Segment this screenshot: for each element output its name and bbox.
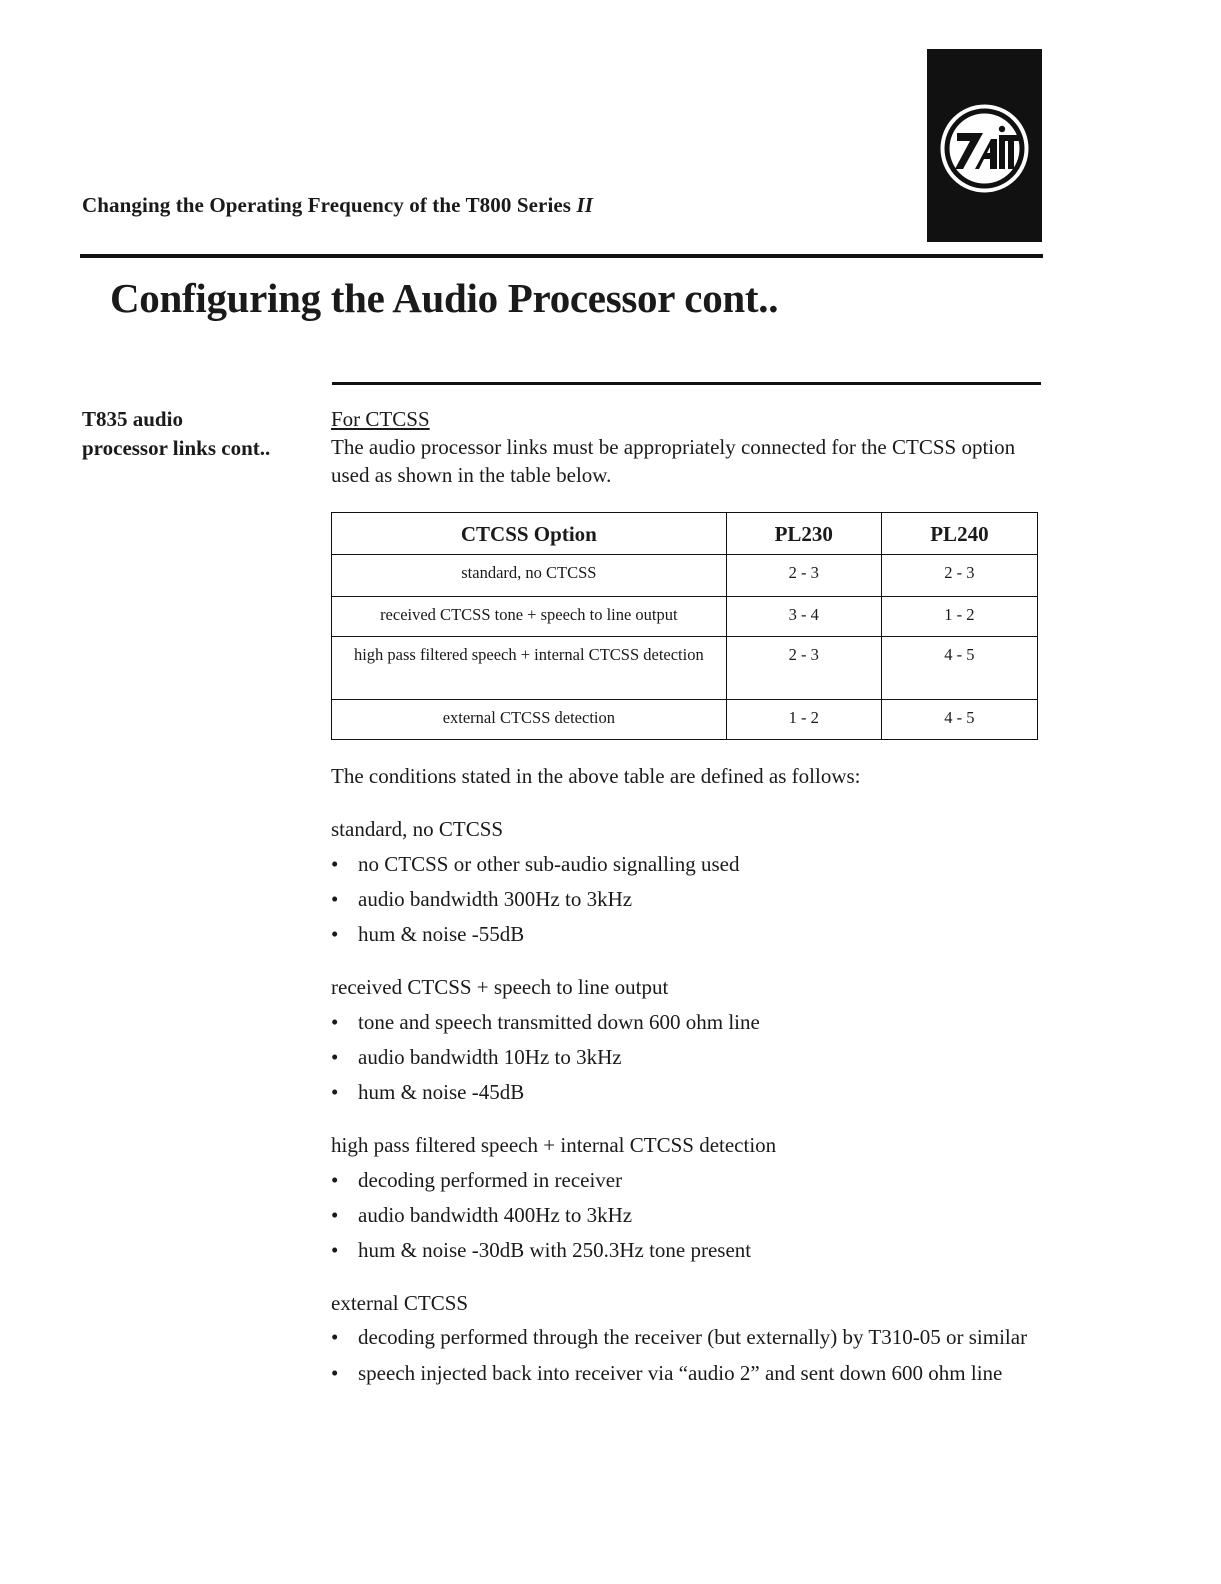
bullet-icon: • [331, 1203, 339, 1227]
bullet-icon: • [331, 922, 339, 946]
bullet-icon: • [331, 852, 339, 876]
list-item-text: decoding performed in receiver [358, 1168, 623, 1192]
bullet-icon: • [331, 1168, 339, 1192]
list-item-text: audio bandwidth 10Hz to 3kHz [358, 1045, 622, 1069]
conditions-intro: The conditions stated in the above table are defined as follows: [331, 764, 861, 788]
table-cell-pl240: 1 - 2 [881, 597, 1037, 637]
running-header [82, 193, 593, 218]
list-item-text: no CTCSS or other sub-audio signalling used [358, 852, 740, 876]
list-item-text: hum & noise -45dB [358, 1080, 525, 1104]
list-item [331, 850, 1043, 878]
list-item [331, 1166, 1043, 1194]
running-header-text: Changing the Operating Frequency of the T800 Series [82, 193, 572, 217]
condition-title: received CTCSS + speech to line output [331, 975, 669, 999]
condition-title: high pass filtered speech + internal CTCSS detection [331, 1133, 777, 1157]
table-header-ctcss-option: CTCSS Option [332, 513, 727, 555]
main-content [331, 405, 1043, 1396]
table-header-pl240: PL240 [881, 513, 1037, 555]
table-cell-option: external CTCSS detection [332, 700, 727, 740]
condition-title: external CTCSS [331, 1291, 469, 1315]
table-header-row [332, 513, 1038, 555]
table-cell-pl240: 2 - 3 [881, 555, 1037, 597]
page-title: Configuring the Audio Processor cont.. [110, 275, 779, 321]
audio-links-table [331, 512, 1038, 740]
list-item-text: audio bandwidth 300Hz to 3kHz [358, 887, 633, 911]
condition-high-pass-filtered [331, 1131, 1043, 1264]
list-item [331, 920, 1043, 948]
bullet-icon: • [331, 887, 339, 911]
header-rule [80, 254, 1043, 258]
table-cell-option [332, 637, 727, 700]
list-item-text: hum & noise -30dB with 250.3Hz tone present [358, 1238, 752, 1262]
bullet-icon: • [331, 1325, 339, 1349]
side-heading [82, 405, 312, 463]
table-cell-option-text: high pass filtered speech + internal CTCSS detection [353, 645, 704, 664]
condition-external-ctcss [331, 1289, 1043, 1387]
table-row [332, 597, 1038, 637]
condition-title: standard, no CTCSS [331, 817, 504, 841]
list-item [331, 1078, 1043, 1106]
intro-paragraph: The audio processor links must be appropriately connected for the CTCSS option used as shown in the table below. [331, 435, 1016, 487]
condition-bullet-list [331, 1166, 1043, 1264]
side-heading-line1: T835 audio [82, 407, 183, 431]
table-cell-pl240: 4 - 5 [881, 700, 1037, 740]
list-item [331, 885, 1043, 913]
list-item-text: speech injected back into receiver via “audio 2” and sent down 600 ohm line [358, 1361, 1003, 1385]
bullet-icon: • [331, 1080, 339, 1104]
list-item [331, 1324, 1038, 1351]
table-cell-option: standard, no CTCSS [332, 555, 727, 597]
bullet-icon: • [331, 1238, 339, 1262]
condition-bullet-list [331, 1008, 1043, 1106]
table-row [332, 637, 1038, 700]
table-header-pl230: PL230 [726, 513, 881, 555]
running-header-series-suffix: II [576, 193, 593, 217]
side-heading-line2: processor links cont.. [82, 436, 271, 460]
condition-bullet-list [331, 1324, 1043, 1387]
table-cell-option: received CTCSS tone + speech to line output [332, 597, 727, 637]
condition-bullet-list [331, 850, 1043, 948]
table-cell-pl230: 2 - 3 [726, 637, 881, 700]
table-cell-pl240: 4 - 5 [881, 637, 1037, 700]
subhead-for-ctcss: For CTCSS [331, 407, 430, 431]
list-item-text: audio bandwidth 400Hz to 3kHz [358, 1203, 633, 1227]
list-item-text: tone and speech transmitted down 600 ohm line [358, 1010, 760, 1034]
table-cell-pl230: 2 - 3 [726, 555, 881, 597]
condition-standard-no-ctcss [331, 815, 1043, 948]
table-cell-pl230: 1 - 2 [726, 700, 881, 740]
list-item [331, 1360, 1038, 1387]
tait-logo-icon [939, 103, 1030, 194]
list-item-text: hum & noise -55dB [358, 922, 525, 946]
table-row [332, 555, 1038, 597]
list-item [331, 1201, 1043, 1229]
table-row [332, 700, 1038, 740]
section-rule [332, 382, 1041, 385]
bullet-icon: • [331, 1361, 339, 1385]
bullet-icon: • [331, 1010, 339, 1034]
tait-logo-block [927, 49, 1042, 242]
condition-received-ctcss-speech [331, 973, 1043, 1106]
list-item-text: decoding performed through the receiver (but externally) by T310-05 or similar [358, 1325, 1028, 1349]
bullet-icon: • [331, 1045, 339, 1069]
table-cell-pl230: 3 - 4 [726, 597, 881, 637]
list-item [331, 1043, 1043, 1071]
list-item [331, 1236, 1043, 1264]
list-item [331, 1008, 1043, 1036]
